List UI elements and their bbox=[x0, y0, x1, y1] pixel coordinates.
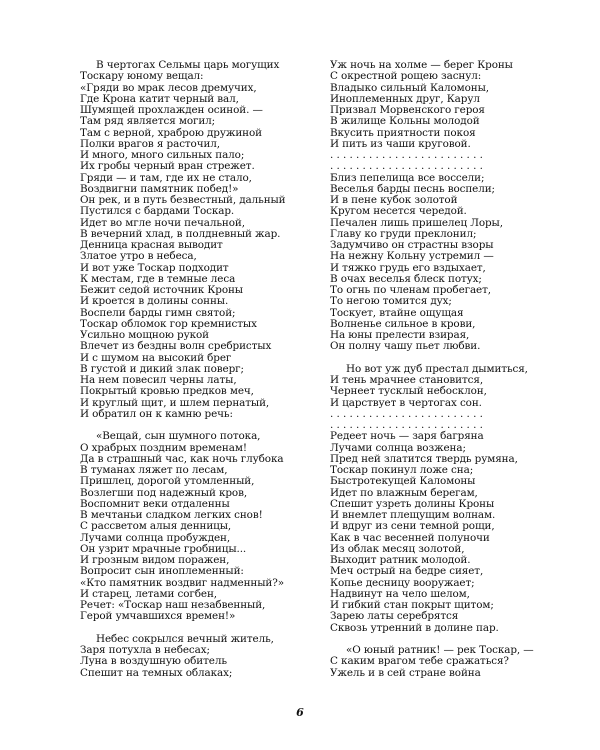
verse-line: В очах веселья блеск потух; bbox=[330, 272, 482, 285]
verse-line: В туманах ляжет по лесам, bbox=[80, 464, 228, 476]
verse-line: Вопросит сын иноплеменный: bbox=[80, 565, 244, 578]
verse-line: Редеет ночь — заря багряна bbox=[330, 430, 484, 443]
verse-line: Шумящей прохлажден осиной. — bbox=[80, 104, 263, 116]
verse-line: Воспели барды гимн святой; bbox=[80, 306, 236, 319]
verse-line: Небес сокрылся вечный житель, bbox=[96, 632, 274, 645]
verse-line: Бежит седой источник Кроны bbox=[80, 284, 243, 296]
verse-line: Но вот уж дуб престал дымиться, bbox=[346, 362, 528, 375]
verse-line: Лучами солнца возжена; bbox=[330, 441, 466, 454]
left-poem-column bbox=[80, 60, 320, 679]
verse-line: В чертогах Сельмы царь могущих bbox=[96, 59, 280, 71]
verse-line: Чернеет тусклый небосклон, bbox=[330, 385, 487, 398]
verse-line: С рассветом алыя денницы, bbox=[80, 520, 232, 533]
verse-line: И пить из чаши круговой. bbox=[330, 137, 471, 150]
verse-line: «О юный ратник! — рек Тоскар, — bbox=[346, 644, 534, 656]
verse-line: На нем повесил черны латы, bbox=[80, 374, 237, 386]
verse-line: Их гробы черный вран стрежет. bbox=[80, 160, 255, 173]
verse-line: Лучами солнца пробужден, bbox=[80, 531, 231, 544]
verse-line: Волненье сильное в крови, bbox=[330, 317, 476, 330]
verse-line: Тоскар обломок гор кремнистых bbox=[80, 317, 257, 330]
verse-line: Полки врагов я расточил, bbox=[80, 137, 221, 150]
verse-line: Уж ночь на холме — берег Кроны bbox=[330, 59, 513, 71]
verse-line: Кругом несется чередой. bbox=[330, 205, 467, 218]
verse-line: Речет: «Тоскар наш незабвенный, bbox=[80, 599, 266, 611]
verse-line: Призвал Морвенского героя bbox=[330, 104, 485, 116]
verse-line: Близ пепелища все воссели; bbox=[330, 171, 485, 184]
verse-line: Возлегши под надежный кров, bbox=[80, 486, 248, 499]
verse-line: Там с верной, храброю дружиной bbox=[80, 126, 262, 139]
verse-line: Пред ней златится твердь румяна, bbox=[330, 452, 518, 465]
verse-line: И в пене кубок золотой bbox=[330, 194, 458, 206]
verse-line: На юны прелести взирая, bbox=[330, 329, 470, 341]
verse-line: Идет по влажным берегам, bbox=[330, 486, 478, 499]
verse-line: Печален лишь пришелец Лоры, bbox=[330, 216, 503, 229]
verse-line: Сквозь утренний в долине пар. bbox=[330, 621, 499, 634]
verse-line: В вечерний хлад, в полдневный жар. bbox=[80, 227, 281, 240]
ellipsis-separator: ........................ bbox=[330, 419, 487, 431]
ellipsis-separator: ........................ bbox=[330, 160, 487, 173]
ellipsis-separator: ........................ bbox=[330, 407, 487, 420]
verse-line: И вдруг из сени темной рощи, bbox=[330, 520, 495, 533]
verse-line: Покрытый кровью предков меч, bbox=[80, 385, 254, 398]
verse-line: И царствует в чертогах сон. bbox=[330, 396, 482, 409]
verse-line: Главу ко груди преклонил; bbox=[330, 227, 477, 240]
verse-line: К местам, где в темные леса bbox=[80, 272, 236, 285]
verse-line: Тоскару юному вещал: bbox=[80, 70, 204, 83]
verse-line: Там ряд является могил; bbox=[80, 115, 216, 128]
verse-line: Зарею латы серебрятся bbox=[330, 610, 459, 623]
verse-line: Ужель и в сей стране война bbox=[330, 666, 481, 679]
verse-line: Пришлец, дорогой утомленный, bbox=[80, 475, 255, 488]
verse-line: И внемлет плещущим волнам. bbox=[330, 509, 496, 521]
verse-line: И круглый щит, и шлем пернатый, bbox=[80, 396, 270, 409]
verse-line: Пустился с бардами Тоскар. bbox=[80, 205, 235, 218]
verse-line: Герой умчавшихся времен!» bbox=[80, 610, 236, 623]
verse-line: В мечтаньи сладком легких снов! bbox=[80, 509, 263, 521]
verse-line: Он полну чашу пьет любви. bbox=[330, 340, 481, 353]
verse-line: Иноплеменных друг, Карул bbox=[330, 92, 480, 105]
verse-line: И много, много сильных пало; bbox=[80, 149, 245, 161]
ellipsis-separator: ........................ bbox=[330, 149, 487, 161]
verse-line: И кроется в долины сонны. bbox=[80, 295, 229, 308]
verse-line: То огнь по членам пробегает, bbox=[330, 284, 491, 296]
verse-line: Копье десницу вооружает; bbox=[330, 576, 475, 589]
verse-line: И гибкий стан покрыт щитом; bbox=[330, 599, 494, 611]
verse-line: Спешит на темных облаках; bbox=[80, 666, 233, 679]
verse-line: В жилище Кольны молодой bbox=[330, 115, 480, 128]
verse-line: То негою томится дух; bbox=[330, 295, 452, 308]
verse-line: О храбрых поздним временам! bbox=[80, 441, 247, 454]
verse-line: И грозным видом поражен, bbox=[80, 554, 230, 566]
verse-line: С окрестной рощею заснул: bbox=[330, 70, 482, 83]
verse-line: Заря потухла в небесах; bbox=[80, 644, 210, 656]
verse-line: Веселья барды песнь воспели; bbox=[330, 182, 495, 195]
verse-line: Тоскует, втайне ощущая bbox=[330, 306, 464, 319]
verse-line: Он узрит мрачные гробницы... bbox=[80, 542, 247, 555]
verse-line: Владыко сильный Каломоны, bbox=[330, 81, 490, 94]
page-number: 6 bbox=[296, 706, 304, 719]
verse-line: Гряди — и там, где их не стало, bbox=[80, 171, 252, 184]
verse-line: И обратил он к камню речь: bbox=[80, 407, 233, 420]
right-poem-column bbox=[330, 60, 570, 679]
verse-line: Вкусить приятности покоя bbox=[330, 126, 476, 139]
verse-line: Воздвигни памятник побед!» bbox=[80, 182, 239, 195]
verse-line: Надвинут на чело шелом, bbox=[330, 587, 470, 600]
verse-line: Луна в воздушную обитель bbox=[80, 655, 227, 668]
verse-line: С каким врагом тебе сражаться? bbox=[330, 655, 509, 668]
verse-line: Он рек, и в путь безвестный, дальный bbox=[80, 194, 286, 206]
verse-line: Меч острый на бедре сияет, bbox=[330, 565, 484, 578]
verse-line: Где Крона катит черный вал, bbox=[80, 92, 239, 105]
verse-line: Да в страшный час, как ночь глубока bbox=[80, 452, 284, 465]
verse-line: «Вещай, сын шумного потока, bbox=[96, 430, 261, 443]
verse-line: Денница красная выводит bbox=[80, 239, 223, 251]
verse-line: Выходит ратник молодой. bbox=[330, 554, 471, 566]
verse-line: Усильно мощною рукой bbox=[80, 329, 209, 341]
verse-line: Быстротекущей Каломоны bbox=[330, 475, 476, 488]
verse-line: Из облак месяц золотой, bbox=[330, 542, 465, 555]
verse-line: Влечет из бездны волн сребристых bbox=[80, 340, 272, 353]
verse-line: Воспомнит веки отдаленны bbox=[80, 497, 230, 510]
verse-line: И старец, летами согбен, bbox=[80, 587, 217, 600]
verse-line: Златое утро в небеса, bbox=[80, 250, 197, 263]
verse-line: На нежну Кольну устремил — bbox=[330, 250, 494, 263]
verse-line: И тень мрачнее становится, bbox=[330, 374, 484, 386]
verse-line: И тяжко грудь его вздыхает, bbox=[330, 261, 486, 274]
verse-line: И вот уже Тоскар подходит bbox=[80, 261, 229, 274]
verse-line: «Гряди во мрак лесов дремучих, bbox=[80, 81, 257, 94]
verse-line: «Кто памятник воздвиг надменный?» bbox=[80, 576, 284, 589]
verse-line: Идет во мгле ночи печальной, bbox=[80, 216, 245, 229]
verse-line: Тоскар покинул ложе сна; bbox=[330, 464, 474, 476]
verse-line: Как в час весенней полуночи bbox=[330, 531, 490, 544]
verse-line: Спешит узреть долины Кроны bbox=[330, 497, 495, 510]
verse-line: И с шумом на высокий брег bbox=[80, 351, 232, 364]
verse-line: В густой и дикий злак поверг; bbox=[80, 362, 244, 375]
verse-line: Задумчиво он страстны взоры bbox=[330, 239, 494, 251]
